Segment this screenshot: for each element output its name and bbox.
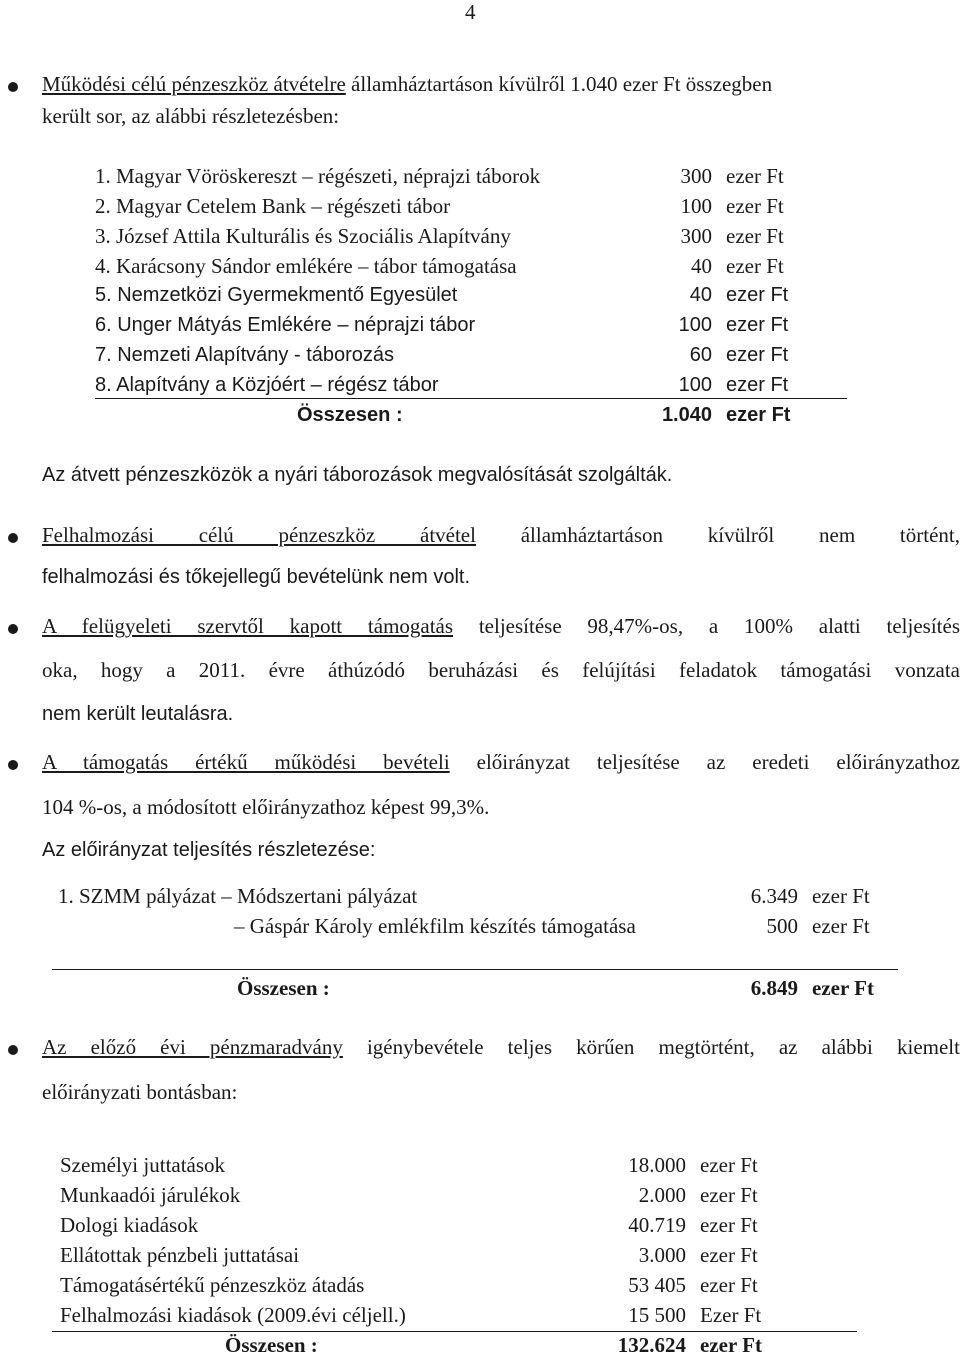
bullet1-line1-rest: államháztartáson kívülről 1.040 ezer Ft összegben: [345, 72, 773, 96]
bullet1-total-row: [0, 404, 960, 434]
bullet1-total-amount: 1.040: [661, 404, 712, 426]
bullet4-total-label: Összesen :: [237, 976, 330, 1000]
bullet1-total-label: Összesen :: [297, 404, 403, 426]
bullet1-item-unit: ezer Ft: [726, 254, 784, 278]
bullet5-line2: előirányzati bontásban:: [42, 1080, 238, 1104]
bullet5-item-label: Ellátottak pénzbeli juttatásai: [60, 1243, 300, 1267]
bullet-dot: [8, 82, 18, 92]
bullet5-total-rule: [52, 1331, 857, 1332]
bullet3-line1: [42, 614, 960, 639]
bullet1-note: Az átvett pénzeszközök a nyári táborozások megvalósítását szolgálták.: [42, 464, 673, 486]
bullet1-item-amount: 300: [680, 164, 712, 188]
bullet1-item-label: 8. Alapítvány a Közjóért – régész tábor: [95, 374, 439, 396]
bullet4-total-amount: 6.849: [750, 976, 798, 1000]
page-number: 4: [465, 0, 476, 24]
bullet1-item-unit: ezer Ft: [726, 374, 789, 396]
bullet5-underlined: Az előző évi pénzmaradvány: [42, 1035, 343, 1059]
bullet1-item-amount: 100: [678, 314, 712, 336]
bullet5-item-row: [0, 1303, 960, 1333]
bullet-dot: [8, 760, 18, 770]
bullet4-line1: [42, 750, 960, 775]
bullet5-line1: [42, 1035, 960, 1060]
bullet4-item-row: [0, 884, 960, 914]
bullet1-item-label: 5. Nemzetközi Gyermekmentő Egyesület: [95, 284, 458, 306]
bullet5-item-unit: ezer Ft: [700, 1153, 758, 1177]
bullet4-item-label: 1. SZMM pályázat – Módszertani pályázat: [58, 884, 418, 908]
bullet4-item-row: [0, 914, 960, 944]
bullet1-item-amount: 40: [691, 254, 712, 278]
bullet4-item-label: – Gáspár Károly emlékfilm készítés támogatása: [234, 914, 636, 938]
bullet1-item-row: [0, 284, 960, 314]
bullet5-item-label: Munkaadói járulékok: [60, 1183, 241, 1207]
bullet3-line1-rest: teljesítése 98,47%-os, a 100% alatti teljesítés: [453, 614, 960, 638]
bullet5-item-amount: 3.000: [638, 1243, 686, 1267]
bullet5-item-label: Felhalmozási kiadások (2009.évi céljell.): [60, 1303, 406, 1327]
bullet5-item-row: [0, 1243, 960, 1273]
bullet5-item-label: Személyi juttatások: [60, 1153, 226, 1177]
bullet1-total-rule: [95, 398, 847, 399]
bullet4-item-amount: 6.349: [750, 884, 798, 908]
bullet2-underlined: Felhalmozási célú pénzeszköz átvétel: [42, 523, 476, 547]
bullet5-item-label: Támogatásértékű pénzeszköz átadás: [60, 1273, 365, 1297]
bullet1-line1: [42, 72, 960, 97]
bullet5-item-amount: 53 405: [628, 1273, 686, 1297]
bullet4-item-unit: ezer Ft: [812, 884, 870, 908]
bullet1-item-amount: 100: [678, 374, 712, 396]
bullet5-item-label: Dologi kiadások: [60, 1213, 199, 1237]
bullet2-line2: felhalmozási és tőkejellegű bevételünk nem volt.: [42, 566, 471, 588]
bullet5-total-unit: ezer Ft: [700, 1333, 762, 1357]
bullet5-item-row: [0, 1153, 960, 1183]
bullet1-item-amount: 60: [689, 344, 712, 366]
bullet1-item-label: 4. Karácsony Sándor emlékére – tábor támogatása: [95, 254, 517, 278]
bullet-dot: [8, 624, 18, 634]
bullet4-total-unit: ezer Ft: [812, 976, 874, 1000]
bullet4-total-row: [0, 976, 960, 1006]
bullet5-total-row: [0, 1333, 960, 1363]
bullet2-line1: [42, 523, 960, 548]
bullet1-underlined: Működési célú pénzeszköz átvételre: [42, 72, 346, 96]
bullet5-total-label: Összesen :: [225, 1333, 318, 1357]
bullet5-item-unit: ezer Ft: [700, 1243, 758, 1267]
bullet4-line3: Az előirányzat teljesítés részletezése:: [42, 839, 376, 861]
bullet1-item-row: [0, 344, 960, 374]
bullet1-item-unit: ezer Ft: [726, 164, 784, 188]
bullet1-total-unit: ezer Ft: [726, 404, 791, 426]
bullet1-item-unit: ezer Ft: [726, 194, 784, 218]
bullet1-item-row: [0, 254, 960, 284]
bullet4-line1-rest: előirányzat teljesítése az eredeti előirányzathoz: [449, 750, 960, 774]
bullet5-total-amount: 132.624: [617, 1333, 686, 1357]
bullet1-item-label: 1. Magyar Vöröskereszt – régészeti, néprajzi táborok: [95, 164, 541, 188]
bullet1-item-row: [0, 314, 960, 344]
bullet5-item-row: [0, 1273, 960, 1303]
bullet1-item-unit: ezer Ft: [726, 224, 784, 248]
bullet1-item-label: 6. Unger Mátyás Emlékére – néprajzi tábor: [95, 314, 476, 336]
bullet5-item-amount: 2.000: [638, 1183, 686, 1207]
bullet3-underlined: A felügyeleti szervtől kapott támogatás: [42, 614, 454, 638]
bullet4-item-unit: ezer Ft: [812, 914, 870, 938]
bullet4-item-amount: 500: [766, 914, 798, 938]
bullet5-item-unit: ezer Ft: [700, 1183, 758, 1207]
bullet4-underlined: A támogatás értékű működési bevételi: [42, 750, 450, 774]
bullet5-item-row: [0, 1183, 960, 1213]
bullet5-item-amount: 15 500: [628, 1303, 686, 1327]
bullet5-item-amount: 40.719: [628, 1213, 686, 1237]
bullet5-item-unit: Ezer Ft: [700, 1303, 762, 1327]
bullet1-item-row: [0, 194, 960, 224]
bullet-dot: [8, 533, 18, 543]
bullet2-line1-rest: államháztartáson kívülről nem történt,: [475, 523, 960, 547]
bullet5-item-amount: 18.000: [628, 1153, 686, 1177]
bullet4-total-rule: [52, 969, 898, 970]
bullet-dot: [8, 1045, 18, 1055]
bullet5-item-row: [0, 1213, 960, 1243]
bullet5-line1-rest: igénybevétele teljes körűen megtörtént, az alábbi kiemelt: [342, 1035, 960, 1059]
bullet1-item-row: [0, 374, 960, 404]
bullet1-line2: került sor, az alábbi részletezésben:: [42, 104, 340, 128]
bullet1-item-amount: 100: [680, 194, 712, 218]
bullet1-item-label: 2. Magyar Cetelem Bank – régészeti tábor: [95, 194, 451, 218]
bullet5-item-unit: ezer Ft: [700, 1273, 758, 1297]
bullet1-item-unit: ezer Ft: [726, 284, 789, 306]
bullet1-item-unit: ezer Ft: [726, 344, 789, 366]
bullet1-item-unit: ezer Ft: [726, 314, 789, 336]
bullet1-item-row: [0, 224, 960, 254]
bullet3-line3: nem került leutalásra.: [42, 703, 234, 725]
bullet3-line2: oka, hogy a 2011. évre áthúzódó beruházási és felújítási feladatok támogatási vonzata: [42, 658, 960, 682]
bullet1-item-label: 7. Nemzeti Alapítvány - táborozás: [95, 344, 395, 366]
bullet4-line2: 104 %-os, a módosított előirányzathoz képest 99,3%.: [42, 795, 490, 819]
bullet1-item-amount: 300: [680, 224, 712, 248]
bullet1-item-amount: 40: [689, 284, 712, 306]
bullet1-item-label: 3. József Attila Kulturális és Szociális Alapítvány: [95, 224, 511, 248]
bullet5-item-unit: ezer Ft: [700, 1213, 758, 1237]
bullet1-item-row: [0, 164, 960, 194]
